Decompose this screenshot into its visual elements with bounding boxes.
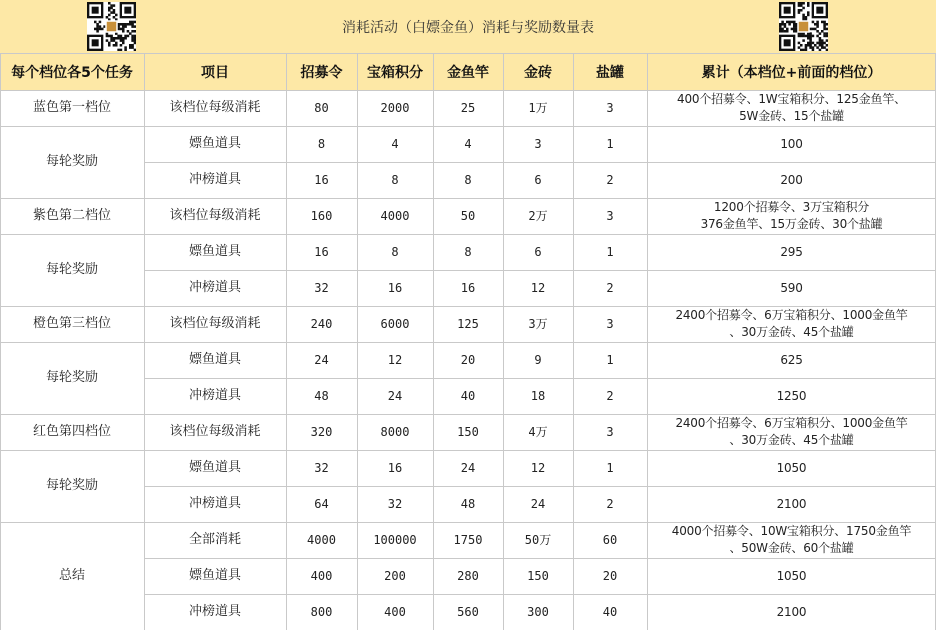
value-cell: 4 [391,137,399,151]
group-label: 紫色第二档位 [32,208,111,223]
value-cell: 1 [606,353,614,367]
value-cell: 80 [314,101,329,115]
value-cell: 3 [606,209,614,223]
cumulative-line: 376金鱼竿、15万金砖、30个盐罐 [700,217,883,231]
value-cell: 48 [460,497,476,511]
value-cell: 2000 [380,101,410,115]
value-cell: 1 [606,461,614,475]
value-cell: 24 [314,353,329,367]
cumulative-cell [647,162,936,198]
item-cell: 嫖鱼道具 [188,136,241,151]
value-cell: 800 [310,605,333,619]
value-cell: 8 [464,245,472,259]
value-cell: 20 [460,353,476,367]
qr-code-icon [87,2,136,51]
value-cell: 8 [391,173,399,187]
column-header: 累计（本档位+前面的档位） [701,64,882,81]
value-cell: 18 [530,389,546,403]
cumulative-line: 1250 [776,388,807,403]
value-cell: 8 [464,173,472,187]
value-cell: 280 [457,569,479,583]
cumulative-cell [647,594,936,630]
value-cell: 40 [602,605,618,619]
value-cell: 2 [606,389,614,403]
value-cell: 3 [534,137,542,151]
page-title: 消耗活动（白嫖金鱼）消耗与奖励数量表 [342,19,594,36]
cumulative-line: 200 [780,172,803,187]
value-cell: 2 [606,497,614,511]
value-cell: 1 [606,245,614,259]
value-cell: 3万 [528,317,548,331]
cumulative-cell [647,522,936,558]
item-cell: 该档位每级消耗 [169,316,261,331]
value-cell: 1万 [528,101,548,115]
item-cell: 该档位每级消耗 [169,208,261,223]
value-cell: 3 [606,101,614,115]
value-cell: 400 [310,569,333,583]
cumulative-line: 2400个招募令、6万宝箱积分、1000金鱼竿 [675,308,908,322]
value-cell: 24 [460,461,476,475]
value-cell: 50万 [524,533,552,547]
column-header: 金鱼竿 [447,64,489,81]
item-cell: 冲榜道具 [188,280,241,295]
value-cell: 2万 [528,209,548,223]
group-label: 每轮奖励 [45,154,98,169]
value-cell: 6000 [380,317,410,331]
value-cell: 8000 [380,425,410,439]
value-cell: 2 [606,281,614,295]
value-cell: 3 [606,317,614,331]
cumulative-line: 400个招募令、1W宝箱积分、125金鱼竿、 [677,92,906,106]
item-cell: 该档位每级消耗 [169,100,261,115]
cumulative-cell [647,378,936,414]
value-cell: 16 [314,173,329,187]
group-label: 每轮奖励 [45,262,98,277]
value-cell: 4万 [528,425,548,439]
value-cell: 24 [530,497,546,511]
item-cell: 全部消耗 [188,532,241,547]
column-header: 项目 [201,64,229,81]
cumulative-line: 1200个招募令、3万宝箱积分 [713,200,870,214]
value-cell: 12 [387,353,403,367]
cumulative-line: 100 [780,136,803,151]
cumulative-line: 2100 [776,496,807,511]
value-cell: 60 [602,533,618,547]
value-cell: 16 [387,281,403,295]
value-cell: 32 [314,461,329,475]
item-cell: 嫖鱼道具 [188,352,241,367]
value-cell: 4 [464,137,472,151]
value-cell: 12 [530,461,546,475]
value-cell: 3 [606,425,614,439]
value-cell: 24 [387,389,403,403]
value-cell: 20 [602,569,618,583]
value-cell: 2 [606,173,614,187]
qr-code-icon [779,2,828,51]
cumulative-line: 4000个招募令、10W宝箱积分、1750金鱼竿 [671,524,912,538]
value-cell: 50 [460,209,476,223]
item-cell: 冲榜道具 [188,388,241,403]
cumulative-cell [647,342,936,378]
column-header: 盐罐 [596,64,624,81]
cumulative-cell [647,198,936,234]
cumulative-cell [647,486,936,522]
cumulative-line: 、50W金砖、60个盐罐 [729,541,854,555]
cumulative-cell [647,90,936,126]
cumulative-line: 、30万金砖、45个盐罐 [729,325,854,339]
column-header: 每个档位各5个任务 [11,64,133,81]
value-cell: 100000 [373,533,417,547]
item-cell: 冲榜道具 [188,172,241,187]
cumulative-cell [647,270,936,306]
column-header: 招募令 [300,64,343,81]
value-cell: 48 [314,389,329,403]
item-cell: 冲榜道具 [188,604,241,619]
value-cell: 240 [310,317,333,331]
value-cell: 1750 [453,533,483,547]
cumulative-cell [647,414,936,450]
value-cell: 64 [314,497,329,511]
value-cell: 300 [527,605,549,619]
value-cell: 32 [387,497,403,511]
value-cell: 150 [527,569,549,583]
value-cell: 40 [460,389,476,403]
cumulative-cell [647,558,936,594]
item-cell: 嫖鱼道具 [188,244,241,259]
value-cell: 4000 [380,209,410,223]
group-label: 橙色第三档位 [32,316,111,331]
cumulative-line: 295 [780,244,803,259]
value-cell: 160 [310,209,333,223]
group-label: 蓝色第一档位 [32,100,111,115]
cumulative-line: 1050 [776,568,807,583]
cumulative-line: 5W金砖、15个盐罐 [739,109,844,123]
value-cell: 16 [387,461,403,475]
value-cell: 150 [457,425,479,439]
value-cell: 9 [534,353,542,367]
item-cell: 冲榜道具 [188,496,241,511]
value-cell: 560 [457,605,479,619]
cumulative-line: 2400个招募令、6万宝箱积分、1000金鱼竿 [675,416,908,430]
group-label: 红色第四档位 [32,424,111,439]
group-label: 每轮奖励 [45,478,98,493]
group-label: 每轮奖励 [45,370,98,385]
value-cell: 200 [384,569,406,583]
value-cell: 8 [391,245,399,259]
value-cell: 8 [317,137,326,151]
cumulative-line: 、30万金砖、45个盐罐 [729,433,854,447]
value-cell: 1 [606,137,614,151]
value-cell: 16 [314,245,329,259]
value-cell: 25 [460,101,476,115]
column-header: 宝箱积分 [367,64,423,81]
group-label: 总结 [58,568,85,583]
value-cell: 320 [310,425,333,439]
cumulative-line: 625 [780,352,803,367]
item-cell: 嫖鱼道具 [188,568,241,583]
value-cell: 400 [384,605,406,619]
cumulative-cell [647,450,936,486]
cumulative-line: 590 [780,280,803,295]
value-cell: 32 [314,281,329,295]
cumulative-cell [647,234,936,270]
cumulative-line: 2100 [776,604,807,619]
cumulative-line: 1050 [776,460,807,475]
value-cell: 12 [530,281,546,295]
item-cell: 嫖鱼道具 [188,460,241,475]
value-cell: 16 [460,281,476,295]
cumulative-cell [647,306,936,342]
value-cell: 6 [534,245,542,259]
cumulative-cell [647,126,936,162]
value-cell: 6 [534,173,542,187]
value-cell: 125 [457,317,479,331]
column-header: 金砖 [524,64,552,81]
value-cell: 4000 [307,533,336,547]
item-cell: 该档位每级消耗 [169,424,261,439]
